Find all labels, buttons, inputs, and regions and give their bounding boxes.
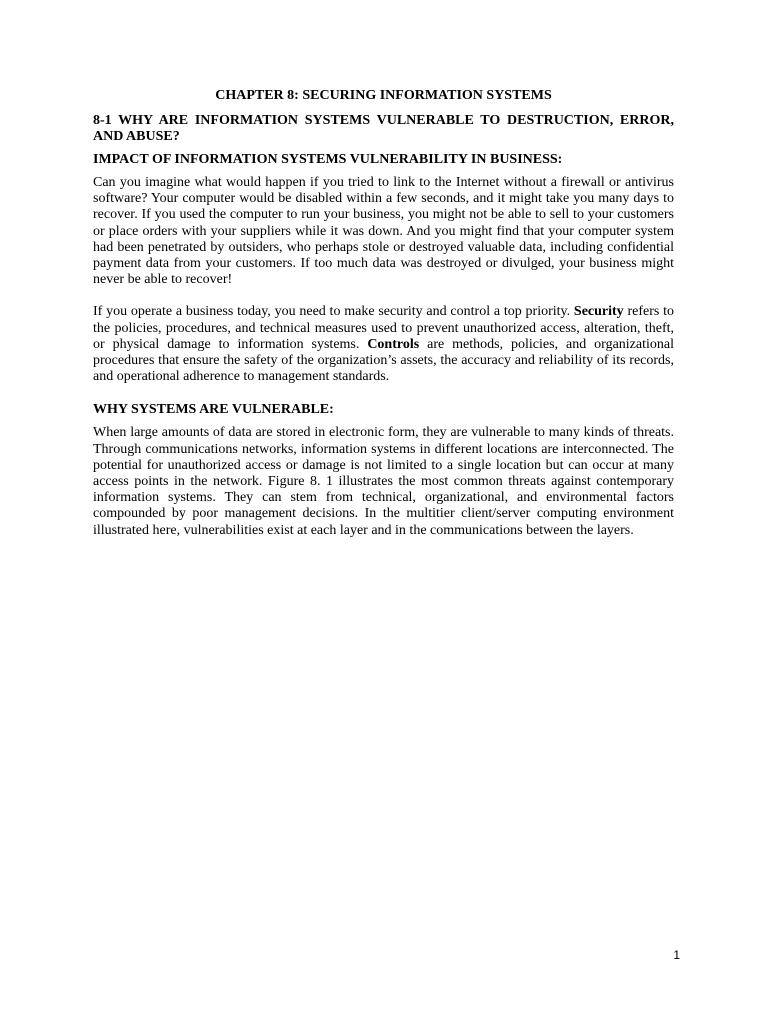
chapter-title: CHAPTER 8: SECURING INFORMATION SYSTEMS <box>215 88 552 103</box>
document-page <box>93 86 674 539</box>
vulnerable-heading: WHY SYSTEMS ARE VULNERABLE: <box>93 402 334 418</box>
page-number: 1 <box>673 948 680 962</box>
controls-definition-text: are methods, policies, and organizational procedures that ensure the safety of the organization’s assets, the accuracy and reliability of its records, and operational adherence to management standards. <box>93 336 674 385</box>
impact-paragraph: Can you imagine what would happen if you tried to link to the Internet without a firewall or antivirus software? Your computer would be disabled within a few seconds, and it might take you many days to recover. If you used the computer to run your business, you might not be able to sell to your customers or place orders with your suppliers while it was down. And you might find that your computer system had been penetrated by outsiders, who perhaps stole or destroyed valuable data, including confidential payment data from your customers. If too much data was destroyed or divulged, your business might never be able to recover! <box>93 175 674 288</box>
vulnerable-paragraph: When large amounts of data are stored in electronic form, they are vulnerable to many kinds of threats. Through communications networks, information systems in different locations are interconnected. The potential for unauthorized access or damage is not limited to a single location but can occur at many access points in the network. Figure 8. 1 illustrates the most common threats against contemporary information systems. They can stem from technical, organizational, and environmental factors compounded by poor management decisions. In the multitier client/server computing environment illustrated here, vulnerabilities exist at each layer and in the communications between the layers. <box>93 425 674 538</box>
controls-term: Controls <box>367 336 420 352</box>
security-intro-text: If you operate a business today, you need to make security and control a top priority. <box>93 304 574 320</box>
impact-heading: IMPACT OF INFORMATION SYSTEMS VULNERABILITY IN BUSINESS: <box>93 152 563 167</box>
section-heading: 8-1 WHY ARE INFORMATION SYSTEMS VULNERABLE TO DESTRUCTION, ERROR, AND ABUSE? <box>93 113 674 144</box>
security-paragraph <box>93 304 674 385</box>
security-definition-text: refers to the policies, procedures, and technical measures used to prevent unauthorized access, alteration, theft, or physical damage to information systems. <box>93 304 674 352</box>
security-term: Security <box>573 304 624 320</box>
